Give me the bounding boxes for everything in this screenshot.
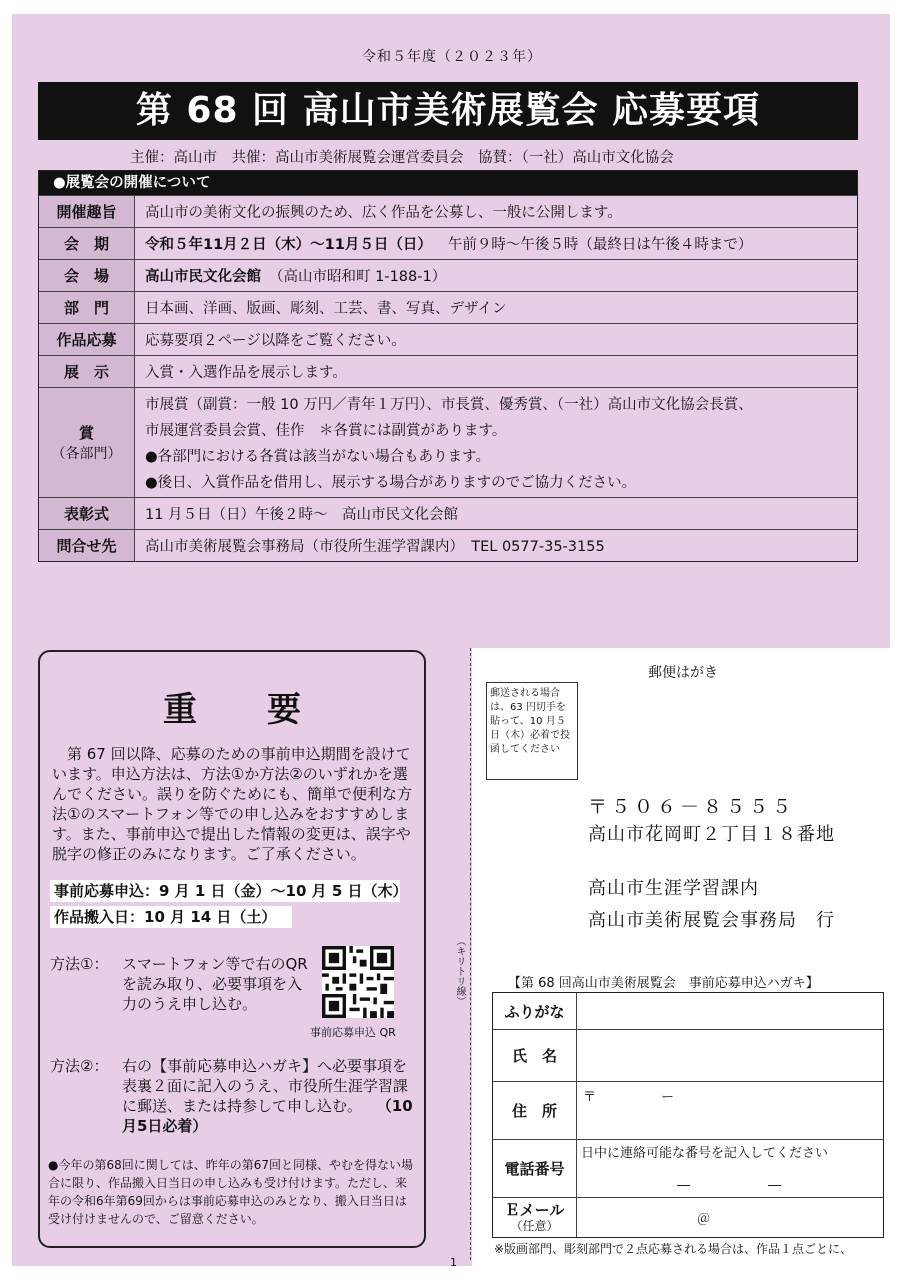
email-optional: （任意） — [510, 1218, 559, 1233]
phone-dashes: ― ― — [677, 1178, 782, 1193]
recipient-address: 高山市花岡町２丁目１８番地 — [588, 824, 835, 845]
year-label: 令和５年度（２０２３年） — [362, 49, 542, 65]
name-input[interactable] — [577, 1030, 883, 1081]
page-title: 第 68 回 高山市美術展覧会 応募要項 — [38, 82, 858, 140]
postcard-title: 郵便はがき — [648, 665, 718, 681]
address-input[interactable] — [577, 1082, 883, 1139]
field-address — [493, 1081, 883, 1139]
row-label: 部 門 — [39, 292, 135, 323]
qr-caption: 事前応募申込 QR — [310, 1026, 396, 1039]
row-value — [135, 228, 857, 259]
row-ceremony — [39, 497, 857, 529]
row-value: 入賞・入選作品を展示します。 — [145, 365, 347, 381]
venue-address: （高山市昭和町 1-188-1） — [269, 269, 447, 285]
recipient-office: 高山市美術展覧会事務局 行 — [588, 910, 835, 931]
awards-line: ●後日、入賞作品を借用し、展示する場合がありますのでご協力ください。 — [145, 475, 637, 491]
phone-input[interactable] — [577, 1140, 883, 1197]
important-note: ●今年の第68回に関しては、昨年の第67回と同様、やむを得ない場合に限り、作品搬入日当日の申し込みも受け付けます。ただし、来年の令和6年第69回からは事前応募申込のみとなり、搬入日当日は受け付けませんので、ご留意ください。 — [48, 1158, 414, 1226]
row-awards — [39, 387, 857, 497]
recipient-dept: 高山市生涯学習課内 — [588, 878, 759, 899]
awards-line: 市展運営委員会賞、佳作 ＊各賞には副賞があります。 — [145, 423, 507, 439]
field-label — [493, 1198, 577, 1237]
field-name — [493, 1029, 883, 1081]
info-heading: ●展覧会の開催について — [39, 171, 857, 195]
application-postcard — [472, 648, 890, 1266]
application-period: 事前応募申込：9 月 1 日（金）～10 月 5 日（木） — [50, 880, 400, 902]
row-label: 展 示 — [39, 356, 135, 387]
important-body: 第 67 回以降、応募のための事前申込期間を設けています。申込方法は、方法①か方法②のいずれかを選んでください。誤りを防ぐためにも、簡単で便利な方法①のスマートフォン等での申し込みをおすすめします。また、事前申込で提出した情報の変更は、誤字や脱字の修正のみになります。ご了承ください。 — [52, 745, 413, 863]
field-label: 住 所 — [493, 1082, 577, 1139]
row-contact — [39, 529, 857, 561]
row-value: 高山市美術展覧会事務局（市役所生涯学習課内） TEL 0577-35-3155 — [145, 539, 605, 555]
field-label: ふりがな — [493, 993, 577, 1029]
period-dates: 令和５年11月２日（木）～11月５日（日） — [145, 237, 432, 253]
row-value: 日本画、洋画、版画、彫刻、工芸、書、写真、デザイン — [145, 301, 507, 317]
method-text: スマートフォン等で右のQRを読み取り、必要事項を入力のうえ申し込む。 — [122, 955, 308, 1013]
row-venue — [39, 259, 857, 291]
period-hours: 午前９時～午後５時（最終日は午後４時まで） — [447, 237, 753, 253]
row-value: 11 月５日（日）午後２時～ 高山市民文化会館 — [145, 507, 459, 523]
row-label: 会 期 — [39, 228, 135, 259]
postcard-footnote: ※版画部門、彫刻部門で２点応募される場合は、作品１点ごとに、 — [494, 1242, 853, 1256]
method-2-deadline: （10月5日必着） — [122, 1097, 413, 1135]
qr-code-icon[interactable] — [322, 946, 394, 1018]
application-form — [492, 992, 884, 1238]
page-number: 1 — [450, 1256, 457, 1269]
awards-sublabel: （各部門） — [51, 446, 122, 462]
address-hint: 〒 ー — [583, 1090, 675, 1105]
row-categories — [39, 291, 857, 323]
email-at: ＠ — [697, 1212, 711, 1227]
field-phone — [493, 1139, 883, 1197]
row-value — [135, 388, 857, 497]
important-title: 重要 — [163, 690, 371, 730]
cut-line — [470, 648, 471, 1260]
method-1 — [50, 954, 310, 1014]
row-period — [39, 227, 857, 259]
field-label: 氏 名 — [493, 1030, 577, 1081]
furigana-input[interactable] — [577, 993, 883, 1029]
method-2-text: 右の【事前応募申込ハガキ】へ必要事項を表裏２面に記入のうえ、市役所生涯学習課に郵送、または持参して申し込む。 — [122, 1057, 408, 1115]
row-label: 表彰式 — [39, 498, 135, 529]
exhibition-info-table — [38, 170, 858, 562]
email-input[interactable] — [577, 1198, 883, 1237]
awards-label: 賞 — [78, 424, 94, 442]
venue-name: 高山市民文化会館 — [145, 269, 261, 285]
row-label — [39, 388, 135, 497]
field-furigana — [493, 993, 883, 1029]
postal-code: 〒５０６－８５５５ — [588, 796, 796, 818]
row-label: 作品応募 — [39, 324, 135, 355]
row-purpose — [39, 195, 857, 227]
field-email — [493, 1197, 883, 1237]
phone-hint: 日中に連絡可能な番号を記入してください — [581, 1146, 829, 1161]
cut-line-label: （キリトリ線） — [454, 936, 465, 1006]
delivery-date: 作品搬入日：10 月 14 日（土） — [50, 906, 292, 928]
row-label: 開催趣旨 — [39, 196, 135, 227]
row-application — [39, 323, 857, 355]
form-title: 【第 68 回高山市美術展覧会 事前応募申込ハガキ】 — [508, 976, 819, 991]
method-label: 方法②： — [50, 1057, 109, 1075]
row-value — [135, 260, 857, 291]
method-text — [122, 1056, 420, 1136]
awards-line: ●各部門における各賞は該当がない場合もあります。 — [145, 449, 490, 465]
email-label: Ｅメール — [504, 1200, 565, 1219]
method-2 — [50, 1056, 420, 1136]
row-display — [39, 355, 857, 387]
row-value: 高山市の美術文化の振興のため、広く作品を公募し、一般に公開します。 — [145, 205, 622, 221]
row-value: 応募要項２ページ以降をご覧ください。 — [145, 333, 406, 349]
row-label: 問合せ先 — [39, 530, 135, 561]
method-label: 方法①： — [50, 955, 109, 973]
field-label: 電話番号 — [493, 1140, 577, 1197]
row-label: 会 場 — [39, 260, 135, 291]
sponsors-line: 主催：高山市 共催：高山市美術展覧会運営委員会 協賛：（一社）高山市文化協会 — [130, 150, 674, 166]
stamp-box: 郵送される場合は、63 円切手を貼って、10 月５日（木）必着で投函してください — [486, 682, 578, 780]
awards-line: 市展賞（副賞：一般 10 万円／青年１万円）、市長賞、優秀賞、（一社）高山市文化協会長賞、 — [145, 397, 753, 413]
